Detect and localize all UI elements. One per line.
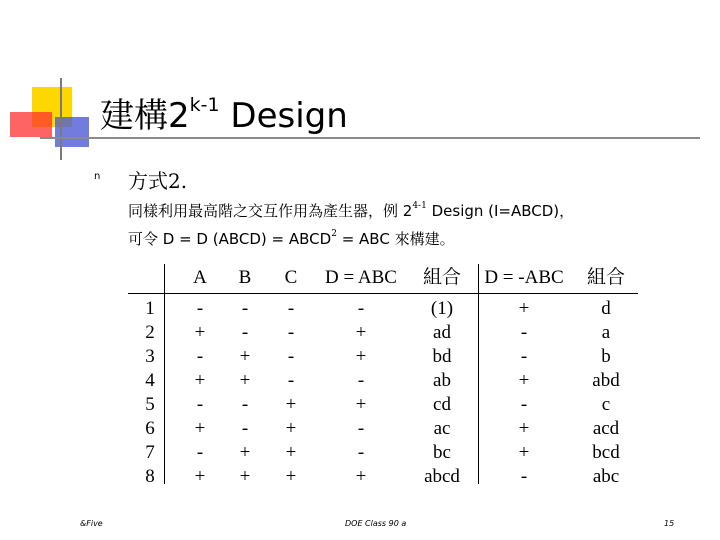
table-row-index: 3 — [145, 346, 155, 367]
table-cell: + — [355, 346, 367, 367]
body-line-1 — [128, 200, 574, 221]
table-header-rule — [128, 293, 638, 294]
line1-superscript: 4-1 — [412, 201, 427, 211]
slide-title — [100, 88, 348, 137]
table-cell: bd — [432, 346, 452, 367]
title-tail: Design — [219, 96, 348, 136]
line2-text-a: 可令 — [128, 230, 163, 248]
footer-center: DOE Class 90 a — [345, 519, 407, 528]
table-cell: - — [196, 442, 204, 463]
table-row-index: 4 — [145, 370, 155, 391]
table-header-cell: A — [193, 267, 207, 288]
table-cell: - — [520, 394, 528, 415]
table-header-cell: C — [284, 267, 298, 288]
table-cell: a — [601, 322, 611, 343]
table-header-cell: B — [238, 267, 252, 288]
line1-text-a: 同樣利用最高階之交互作用為產生器，例 — [128, 202, 403, 220]
table-row-index: 5 — [145, 394, 155, 415]
table-cell: + — [285, 466, 297, 487]
line2-text-c: = ABC — [336, 230, 395, 248]
table-cell: - — [520, 346, 528, 367]
title-text: 建構2 — [100, 96, 190, 136]
table-cell: - — [357, 442, 365, 463]
table-cell: ac — [433, 418, 451, 439]
table-cell: - — [287, 346, 295, 367]
table-cell: + — [518, 370, 530, 391]
table-cell: - — [241, 322, 249, 343]
table-cell: + — [285, 394, 297, 415]
table-cell: + — [194, 466, 206, 487]
table-cell: - — [287, 322, 295, 343]
title-underline — [40, 137, 700, 139]
table-cell: - — [196, 394, 204, 415]
decor-red-square — [10, 112, 52, 137]
table-cell: + — [518, 298, 530, 319]
table-cell: c — [601, 394, 611, 415]
table-cell: - — [287, 298, 295, 319]
table-cell: - — [520, 322, 528, 343]
table-cell: abd — [592, 370, 620, 391]
table-header-cell: D = -ABC — [484, 267, 564, 288]
table-cell: + — [239, 442, 251, 463]
table-cell: + — [355, 322, 367, 343]
table-cell: + — [239, 370, 251, 391]
table-header-cell: 組合 — [586, 267, 625, 288]
line2-superscript: 2 — [331, 229, 337, 239]
table-cell: + — [285, 418, 297, 439]
table-row-index: 6 — [145, 418, 155, 439]
table-cell: + — [194, 418, 206, 439]
table-row-index: 2 — [145, 322, 155, 343]
table-cell: bcd — [592, 442, 620, 463]
table-cell: - — [357, 298, 365, 319]
table-cell: - — [357, 418, 365, 439]
table-cell: cd — [433, 394, 451, 415]
line1-text-b: 2 — [402, 202, 413, 220]
decor-vertical-line — [60, 78, 62, 160]
table-cell: b — [601, 346, 611, 367]
table-cell: - — [520, 466, 528, 487]
table-cell: - — [241, 418, 249, 439]
bullet-icon: n — [94, 171, 101, 182]
table-header-cell: 組合 — [422, 267, 461, 288]
line2-text-d: 來構建。 — [394, 230, 455, 248]
table-cell: ad — [433, 322, 451, 343]
table-cell: acd — [592, 418, 620, 439]
table-row-index: 1 — [145, 298, 155, 319]
table-cell: - — [357, 370, 365, 391]
table-cell: + — [518, 418, 530, 439]
body-line-2 — [128, 228, 455, 249]
table-cell: + — [194, 370, 206, 391]
line2-text-b: D = D (ABCD) = ABCD — [162, 230, 332, 248]
table-cell: + — [518, 442, 530, 463]
table-cell: - — [287, 370, 295, 391]
table-cell: abcd — [424, 466, 460, 487]
table-cell: bc — [433, 442, 451, 463]
table-cell: + — [239, 346, 251, 367]
table-cell: - — [196, 298, 204, 319]
table-row-index: 7 — [145, 442, 155, 463]
table-cell: ab — [433, 370, 451, 391]
table-cell: - — [241, 298, 249, 319]
footer-left: &Five — [80, 519, 103, 528]
table-header-cell: D = ABC — [325, 267, 397, 288]
table-cell: d — [601, 298, 611, 319]
method-heading: 方式2. — [128, 169, 188, 193]
table-cell: abc — [592, 466, 620, 487]
table-row-index: 8 — [145, 466, 155, 487]
table-cell: + — [194, 322, 206, 343]
table-cell: + — [355, 394, 367, 415]
line1-text-c: Design (I=ABCD)， — [426, 202, 575, 220]
page-number: 15 — [664, 519, 675, 528]
table-cell: - — [241, 394, 249, 415]
table-cell: + — [239, 466, 251, 487]
table-header-cell — [135, 266, 165, 290]
title-superscript: k-1 — [189, 93, 220, 116]
table-cell: + — [355, 466, 367, 487]
table-cell: (1) — [430, 298, 454, 319]
table-cell: - — [196, 346, 204, 367]
table-cell: + — [285, 442, 297, 463]
